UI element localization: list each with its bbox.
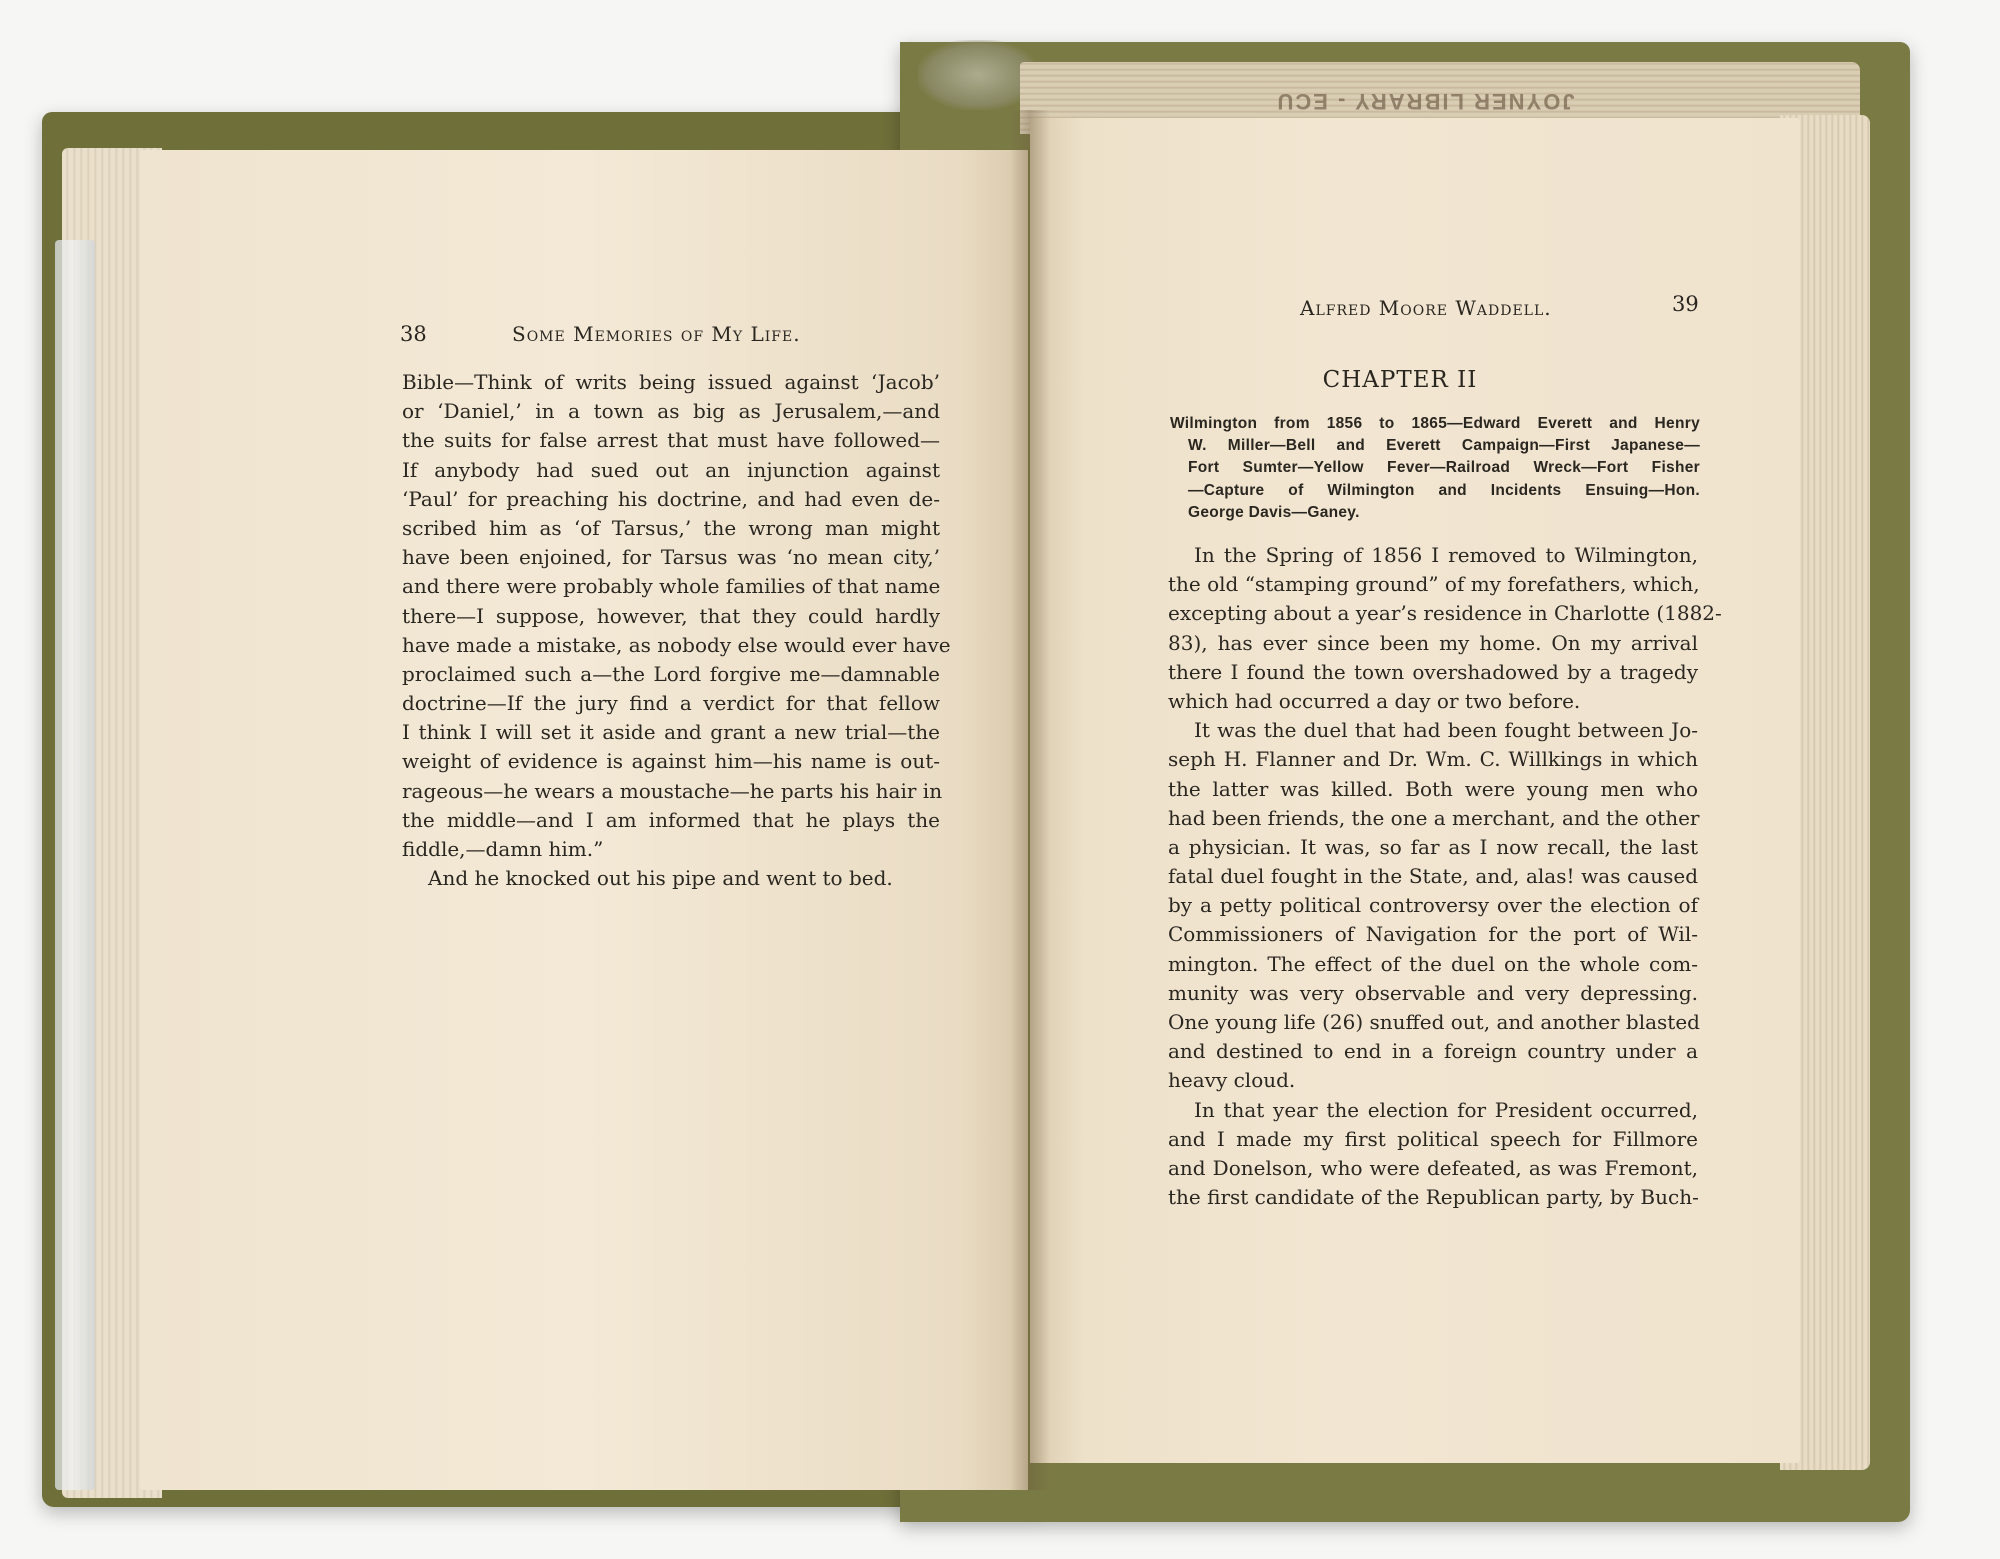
repair-tape xyxy=(55,240,95,1490)
text-line: proclaimed such a—the Lord forgive me—damnable xyxy=(402,661,940,686)
right-page-number: 39 xyxy=(1672,292,1699,316)
text-line: munity was very observable and very depressing. xyxy=(1168,980,1698,1005)
chapter-summary xyxy=(1170,413,1700,524)
text-line: rageous—he wears a moustache—he parts his hair in xyxy=(402,778,943,803)
text-line: excepting about a year’s residence in Charlotte (1882- xyxy=(1168,601,1722,626)
text-line: fatal duel fought in the State, and, alas! was caused xyxy=(1168,864,1698,889)
left-page-number: 38 xyxy=(400,322,427,346)
text-line: heavy cloud. xyxy=(1168,1068,1296,1093)
text-line: scribed him as ‘of Tarsus,’ the wrong man might xyxy=(402,515,940,540)
text-line: Commissioners of Navigation for the port of Wil- xyxy=(1168,922,1698,947)
summary-line: Wilmington from 1856 to 1865—Edward Everett and Henry xyxy=(1170,415,1700,432)
text-line: and I made my first political speech for Fillmore xyxy=(1168,1126,1698,1151)
left-page-body xyxy=(402,368,951,893)
text-line: In the Spring of 1856 I removed to Wilmington, xyxy=(1194,543,1698,567)
text-line: and there were probably whole families of that name xyxy=(402,574,941,599)
text-line: by a petty political controversy over the election of xyxy=(1168,893,1698,918)
text-line: there I found the town overshadowed by a tragedy xyxy=(1168,659,1698,684)
text-line: have been enjoined, for Tarsus was ‘no mean city,’ xyxy=(402,545,940,570)
right-running-head: Alfred Moore Waddell. xyxy=(1300,296,1552,320)
text-line: Bible—Think of writs being issued against ‘Jacob’ xyxy=(402,370,940,394)
text-line: have made a mistake, as nobody else would ever have xyxy=(402,632,951,657)
text-line: and destined to end in a foreign country under a xyxy=(1168,1039,1698,1064)
text-line: 83), has ever since been my home. On my arrival xyxy=(1168,630,1698,655)
text-line: the latter was killed. Both were young men who xyxy=(1168,776,1698,801)
text-line: which had occurred a day or two before. xyxy=(1168,688,1581,713)
text-line: the suits for false arrest that must have followed— xyxy=(402,428,940,453)
text-line: there—I suppose, however, that they could hardly xyxy=(402,603,940,628)
left-running-head: Some Memories of My Life. xyxy=(512,322,801,346)
text-line: the first candidate of the Republican party, by Buch- xyxy=(1168,1185,1699,1210)
library-edge-stamp: JOYNER LIBRARY - ECU xyxy=(1275,89,1575,114)
text-line: the middle—and I am informed that he plays the xyxy=(402,807,940,832)
summary-line: George Davis—Ganey. xyxy=(1188,503,1360,521)
book-gutter xyxy=(1010,110,1050,1490)
text-line: It was the duel that had been fought between Jo- xyxy=(1194,718,1698,743)
text-line: weight of evidence is against him—his name is out- xyxy=(402,749,940,774)
text-line: or ‘Daniel,’ in a town as big as Jerusalem,—and xyxy=(402,399,940,424)
text-line: ‘Paul’ for preaching his doctrine, and had even de- xyxy=(402,486,940,511)
text-line: fiddle,—damn him.” xyxy=(402,837,604,861)
text-line: had been friends, the one a merchant, and the other xyxy=(1168,805,1700,830)
text-line: I think I will set it aside and grant a new trial—the xyxy=(402,720,940,745)
text-line: and Donelson, who were defeated, as was Fremont, xyxy=(1168,1155,1698,1180)
summary-line: W. Miller—Bell and Everett Campaign—First Japanese— xyxy=(1188,437,1700,455)
right-page-body xyxy=(1168,541,1722,1212)
chapter-title: CHAPTER II xyxy=(1322,367,1478,393)
text-line: the old “stamping ground” of my forefathers, which, xyxy=(1168,572,1700,597)
text-line: One young life (26) snuffed out, and another blasted xyxy=(1168,1010,1700,1034)
text-line: doctrine—If the jury find a verdict for that fellow xyxy=(402,691,940,716)
text-line: a physician. It was, so far as I now recall, the last xyxy=(1168,834,1698,859)
text-line: mington. The effect of the duel on the whole com- xyxy=(1168,951,1698,976)
summary-line: Fort Sumter—Yellow Fever—Railroad Wreck—Fort Fisher xyxy=(1188,459,1700,477)
text-line: seph H. Flanner and Dr. Wm. C. Willkings in which xyxy=(1168,747,1698,772)
text-line: And he knocked out his pipe and went to bed. xyxy=(428,866,893,891)
text-line: In that year the election for President occurred, xyxy=(1194,1097,1698,1122)
text-line: If anybody had sued out an injunction against xyxy=(402,457,940,482)
summary-line: —Capture of Wilmington and Incidents Ensuing—Hon. xyxy=(1188,481,1700,499)
